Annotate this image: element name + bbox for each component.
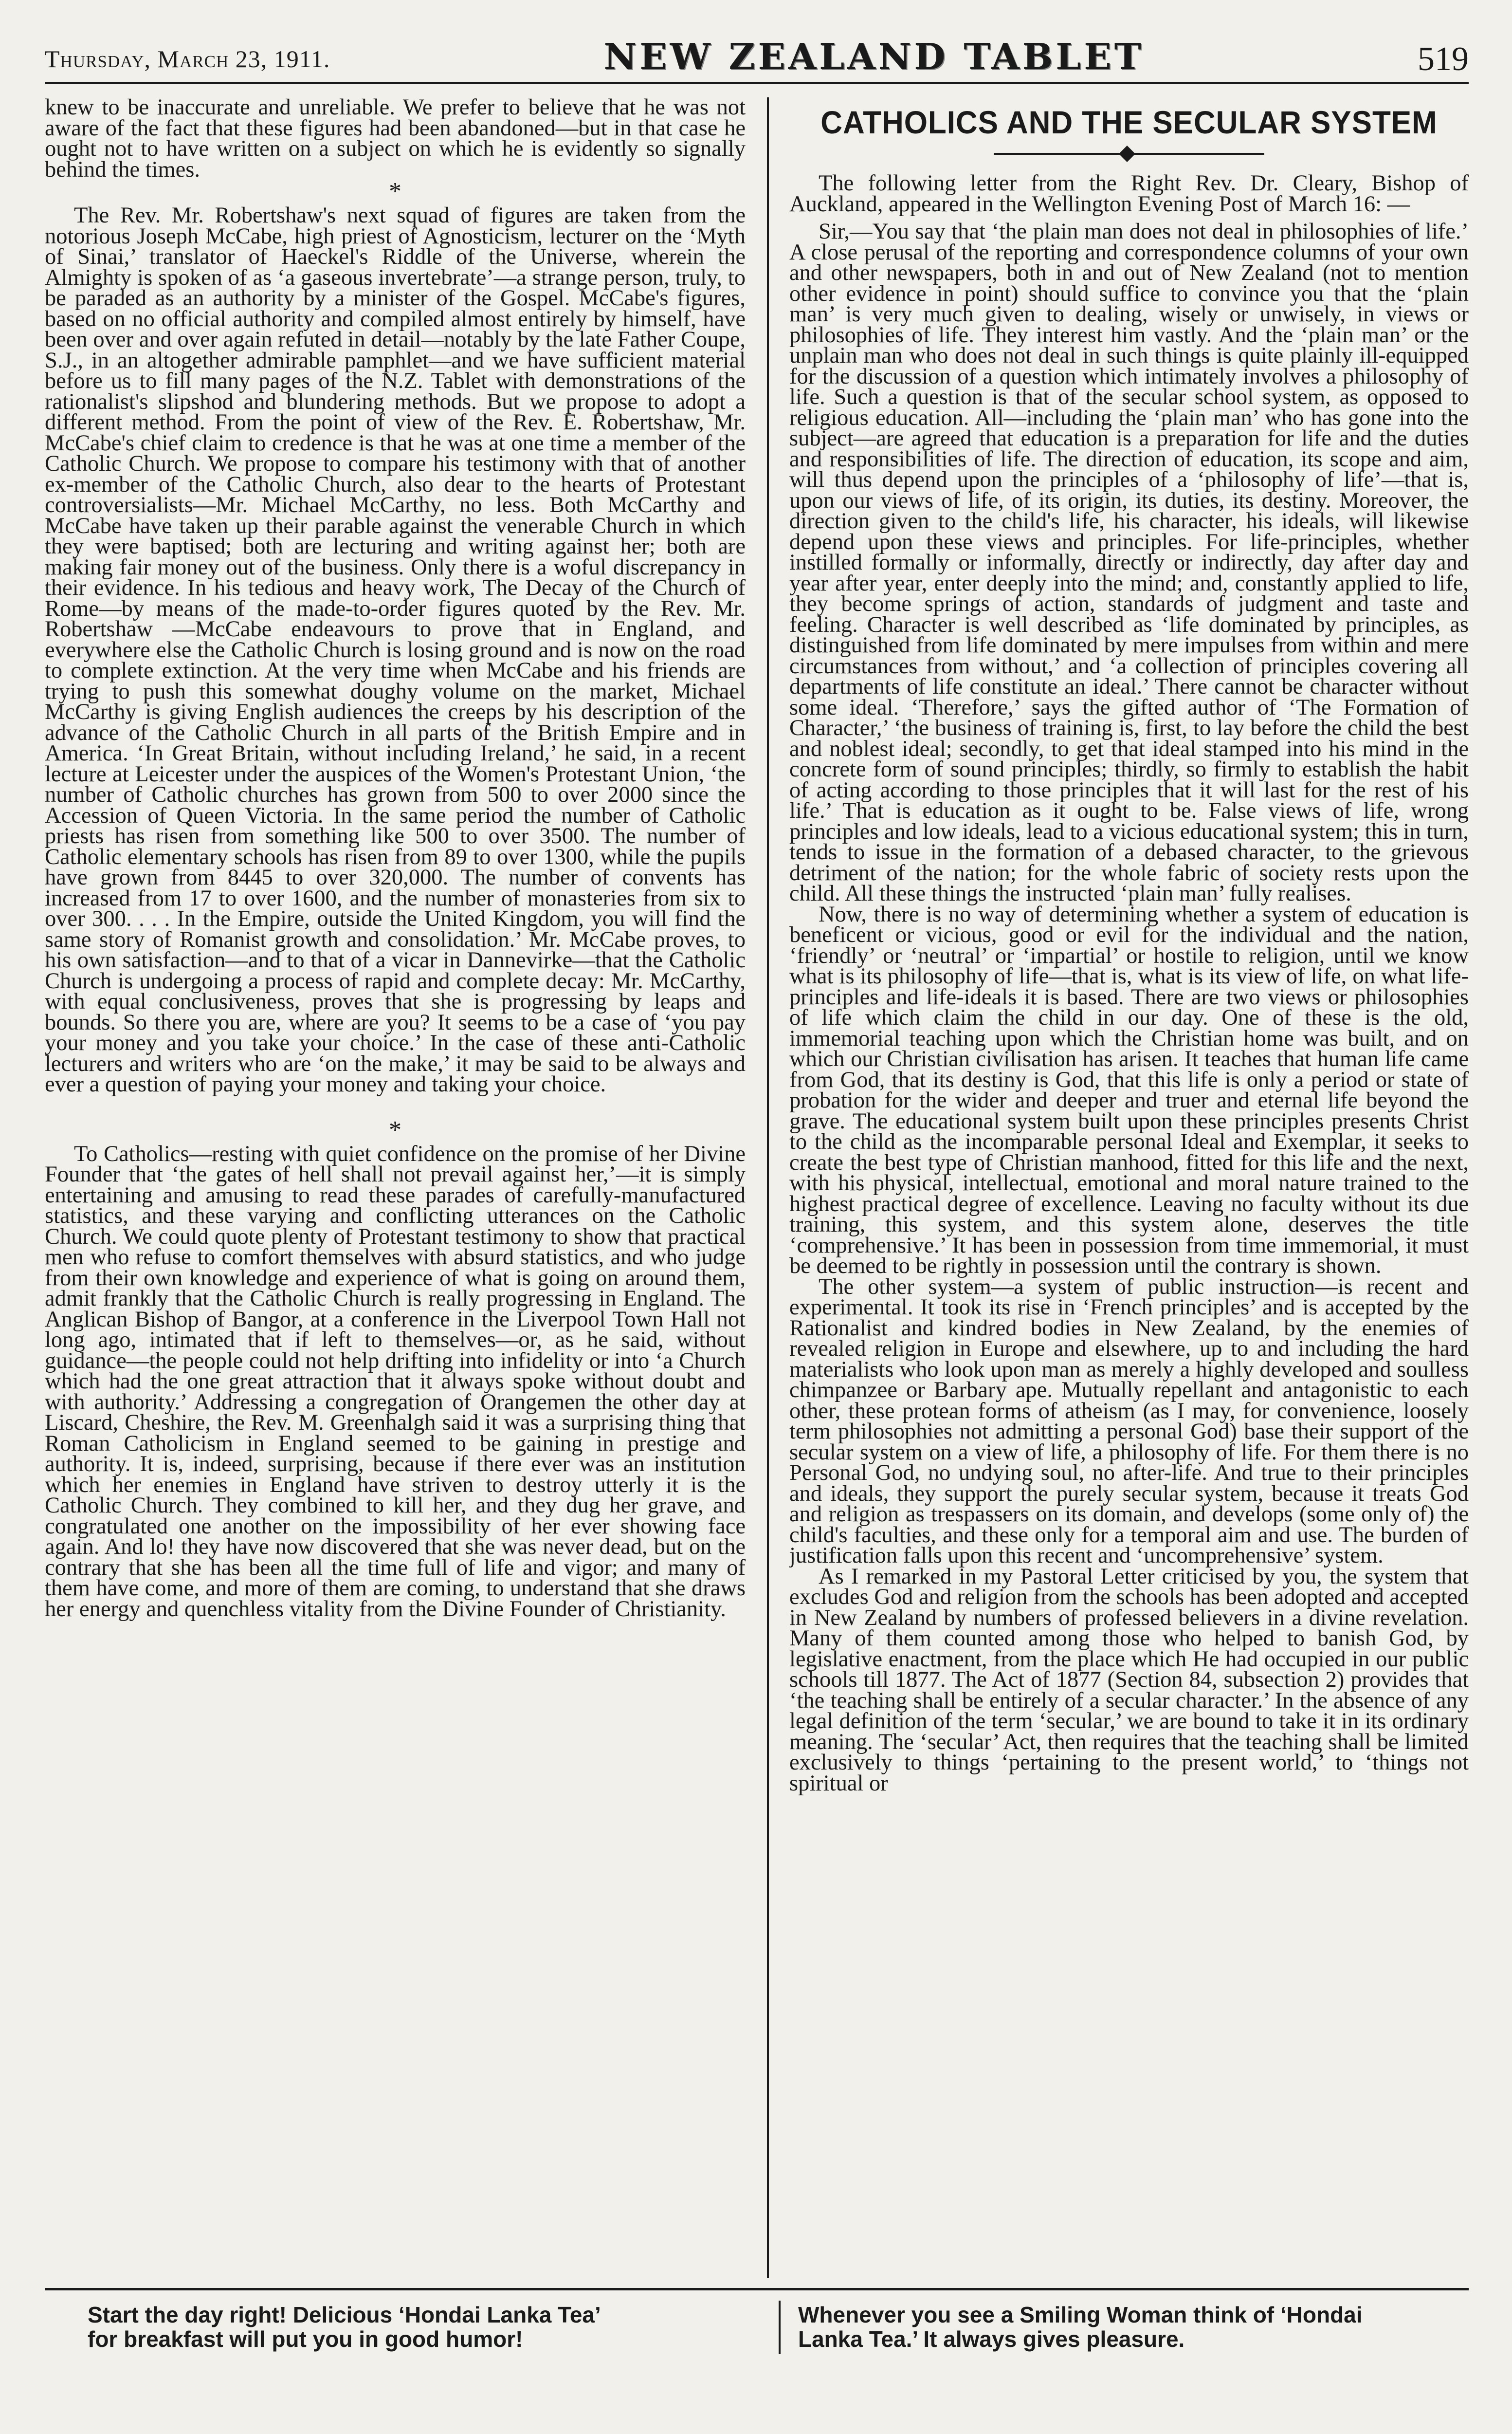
right-paragraph-3: The other system—a system of public instruction—is recent and experimental. It took its rise in ‘French principles’ and is accepted by the Rationalist and kindred bodies in New Zealand, by the enemies of revealed religion in Europe and elsewhere, up to and including the hard materialists who look upon man as merely a highly developed and soulless chimpanzee or Barbary ape. Mutually repellant and antagonistic to each other, these protean forms of atheism (as I may, for convenience, loosely term philosophies not admitting a personal God) base their support of the secular system on a view of life, a philosophy of life. For them there is no Personal God, no undying soul, no after-life. And true to their principles and ideals, they support the purely secular system, because it treats God and religion as trespassers on its domain, and develops (some only of) the child's faculties, and these only for a temporal aim and use. The burden of justification falls upon this recent and ‘uncomprehensive’ system.: [789, 1274, 1469, 1568]
ad-left-line-1: Start the day right! Delicious ‘Hondai Lanka Tea’: [88, 2302, 601, 2327]
tea-advertisement-right: [798, 2303, 1469, 2351]
right-paragraph-1: Sir,—You say that ‘the plain man does not deal in philosophies of life.’ A close perusal of the reporting and correspondence columns of your own and other newspapers, both in and out of New Zealand (not to mention other evidence in point) should suffice to convince you that the ‘plain man’ is very much given to dealing, wisely or unwisely, in views or philosophies of life. They interest him vastly. And the ‘plain man’ or the unplain man who does not deal in such things is quite plainly ill-equipped for the discussion of a question which intimately involves a philosophy of life. Such a question is that of the secular school system, as opposed to religious education. All—including the ‘plain man’ who has gone into the subject—are agreed that education is a preparation for life and the duties and responsibilities of life. The direction of education, its scope and aim, will thus depend upon the principles of a ‘philosophy of life’—that is, upon our views of life, of its origin, its duties, its destiny. Moreover, the direction given to the child's life, his character, his ideals, will likewise depend upon these views and principles. For life-principles, whether instilled formally or informally, directly or indirectly, day after day and year after year, enter deeply into the mind; and, constantly applied to life, they become springs of action, standards of judgment and taste and feeling. Character is well described as ‘life dominated by principles, as distinguished from life dominated by mere impulses from within and mere circumstances from without,’ and ‘a collection of principles covering all departments of life constitute an ideal.’ There cannot be character without some ideal. ‘Therefore,’ says the gifted author of ‘The Formation of Character,’ ‘the business of training is, first, to lay before the child the best and noblest ideal; secondly, to get that ideal stamped into his mind in the concrete form of sound principles; thirdly, so firmly to establish the habit of acting according to those principles that it will last for the rest of his life.’ That is education as it ought to be. False views of life, wrong principles and low ideals, lead to a vicious educational system; this in turn, tends to issue in the formation of a debased character, to the grievous detriment of the nation; for the whole fabric of society rests upon the child. All these things the instructed ‘plain man’ fully realises.: [789, 219, 1469, 906]
page-number: 519: [1417, 40, 1469, 78]
left-paragraph-2: The Rev. Mr. Robertshaw's next squad of figures are taken from the notorious Joseph McCabe, high priest of Agnosticism, lecturer on the ‘Myth of Sinai,’ translator of Haeckel's Riddle of the Universe, wherein the Almighty is spoken of as ‘a gaseous invertebrate’—a strange person, truly, to be paraded as an authority by a minister of the Gospel. McCabe's figures, based on no official authority and compiled almost entirely by himself, have been over and over again refuted in detail—notably by the late Father Coupe, S.J., in an altogether admirable pamphlet—and we have sufficient material before us to fill many pages of the N.Z. Tablet with demonstrations of the rationalist's slipshod and blundering methods. But we propose to adopt a different method. From the point of view of the Rev. E. Robertshaw, Mr. McCabe's chief claim to credence is that he was at one time a member of the Catholic Church. We propose to compare his testimony with that of another ex-member of the Catholic Church, also dear to the hearts of Protestant controversialists—Mr. Michael McCarthy, no less. Both McCarthy and McCabe have taken up their parable against the venerable Church in which they were baptised; both are lecturing and writing against her; both are making fair money out of the business. Only there is a woful discrepancy in their evidence. In his tedious and heavy work, The Decay of the Church of Rome—by means of the made-to-order figures quoted by the Rev. Mr. Robertshaw —McCabe endeavours to prove that in England, and everywhere else the Catholic Church is losing ground and is now on the road to complete extinction. At the very time when McCabe and his friends are trying to push this somewhat doughy volume on the market, Michael McCarthy is giving English audiences the creeps by his description of the advance of the Catholic Church in all parts of the British Empire and in America. ‘In Great Britain, without including Ireland,’ he said, in a recent lecture at Leicester under the auspices of the Women's Protestant Union, ‘the number of Catholic churches has grown from 500 to over 2000 since the Accession of Queen Victoria. In the same period the number of Catholic priests has risen from something like 500 to over 3500. The number of Catholic elementary schools has risen from 89 to over 1300, while the pupils have grown from 8445 to over 320,000. The number of convents has increased from 17 to over 1600, and the number of monasteries from six to over 300. . . . In the Empire, outside the United Kingdom, you will find the same story of Romanist growth and consolidation.’ Mr. McCabe proves, to his own satisfaction—and to that of a vicar in Dannevirke—that the Catholic Church is undergoing a process of rapid and complete decay: Mr. McCarthy, with equal conclusiveness, proves that she is progressing by leaps and bounds. So there you are, where are you? It seems to be a case of ‘you pay your money and you take your choice.’ In the case of these anti-Catholic lecturers and writers who are ‘on the make,’ it may be said to be always and ever a question of paying your money and taking your choice.: [45, 203, 746, 1097]
section-asterisk: *: [389, 1116, 401, 1144]
title-ornament: [789, 144, 1469, 164]
ad-left-line-2: for breakfast will put you in good humor!: [88, 2326, 523, 2352]
ad-right-line-2: Lanka Tea.’ It always gives pleasure.: [798, 2326, 1185, 2352]
article-intro: The following letter from the Right Rev. Dr. Cleary, Bishop of Auckland, appeared in the Wellington Evening Post of March 16: —: [789, 171, 1469, 217]
page-header: [45, 28, 1469, 84]
left-paragraph-3: To Catholics—resting with quiet confidence on the promise of her Divine Founder that ‘the gates of hell shall not prevail against her,’—it is simply entertaining and amusing to read these parades of carefully-manufactured statistics, and these varying and conflicting utterances on the Catholic Church. We could quote plenty of Protestant testimony to show that practical men who refuse to comfort themselves with absurd statistics, and who judge from their own knowledge and experience of what is going on around them, admit frankly that the Catholic Church is really progressing in England. The Anglican Bishop of Bangor, at a conference in the Liverpool Town Hall not long ago, intimated that if left to themselves—or, as he said, without guidance—the people could not help drifting into infidelity or into ‘a Church which had the one great attraction that it always spoke without doubt and with authority.’ Addressing a congregation of Orangemen the other day at Liscard, Cheshire, the Rev. M. Greenhalgh said it was a surprising thing that Roman Catholicism in England seemed to be gaining in prestige and authority. It is, indeed, surprising, because if there ever was an institution which her enemies in England have striven to destroy utterly it is the Catholic Church. They combined to kill her, and they dug her grave, and congratulated one another on the impossibility of her ever showing face again. And lo! they have now discovered that she was never dead, but on the contrary that she has been all the time full of life and vigor; and many of them have come, and more of them are coming, to understand that she draws her energy and quenchless vitality from the Divine Founder of Christianity.: [45, 1141, 746, 1622]
ad-right-line-1: Whenever you see a Smiling Woman think of ‘Hondai: [798, 2302, 1363, 2327]
left-paragraph-1: knew to be inaccurate and unreliable. We prefer to believe that he was not aware of the fact that these figures had been abandoned—but in that case he ought not to have written on a subject on which he is evidently so signally behind the times.: [45, 97, 746, 182]
tea-advertisement-left: [88, 2303, 759, 2351]
left-column: [45, 97, 746, 2278]
article-title: CATHOLICS AND THE SECULAR SYSTEM: [820, 104, 1438, 140]
right-paragraph-4: As I remarked in my Pastoral Letter criticised by you, the system that excludes God and religion from the schools has been adopted and accepted in New Zealand by numbers of professed believers in a divine revelation. Many of them counted among those who helped to banish God, by legislative enactment, from the place which He had occupied in our public schools till 1877. The Act of 1877 (Section 84, subsection 2) provides that ‘the teaching shall be entirely of a secular character.’ In the absence of any legal definition of the term ‘secular,’ we are bound to take it in its ordinary meaning. The ‘secular’ Act, then requires that the teaching shall be limited exclusively to things ‘pertaining to the present world,’ to ‘things not spiritual or: [789, 1564, 1469, 1796]
column-divider: [767, 97, 769, 2278]
right-column: [789, 97, 1469, 2278]
masthead-title: NEW ZEALAND TABLET: [603, 36, 1144, 78]
footer-divider: [779, 2301, 781, 2354]
section-asterisk: *: [389, 178, 401, 205]
right-paragraph-2: Now, there is no way of determining whether a system of education is beneficent or vicious, good or evil for the individual and the nation, ‘friendly’ or ‘neutral’ or ‘impartial’ or hostile to religion, until we know what is its philosophy of life—that is, what is its view of life, on what life-principles and life-ideals it is based. There are two views or philosophies of life which claim the child in our day. One of these is the old, immemorial teaching upon which the Christian home was built, and on which our Christian civilisation has arisen. It teaches that human life came from God, that its destiny is God, that this life is only a period or state of probation for the wider and deeper and truer and eternal life beyond the grave. The educational system built upon these principles presents Christ to the child as the incomparable personal Ideal and Exemplar, it seeks to create the best type of Christian manhood, fitted for this life and the next, with his physical, intellectual, emotional and moral nature trained to the highest practical degree of excellence. Leaving no faculty without its due training, this system, and this system alone, deserves the title ‘comprehensive.’ It has been in possession from time immemorial, it must be deemed to be rightly in possession until the contrary is shown.: [789, 902, 1469, 1278]
diamond-icon: [1119, 146, 1135, 162]
footer-rule: [45, 2288, 1469, 2290]
issue-date: Thursday, March 23, 1911.: [45, 45, 330, 73]
